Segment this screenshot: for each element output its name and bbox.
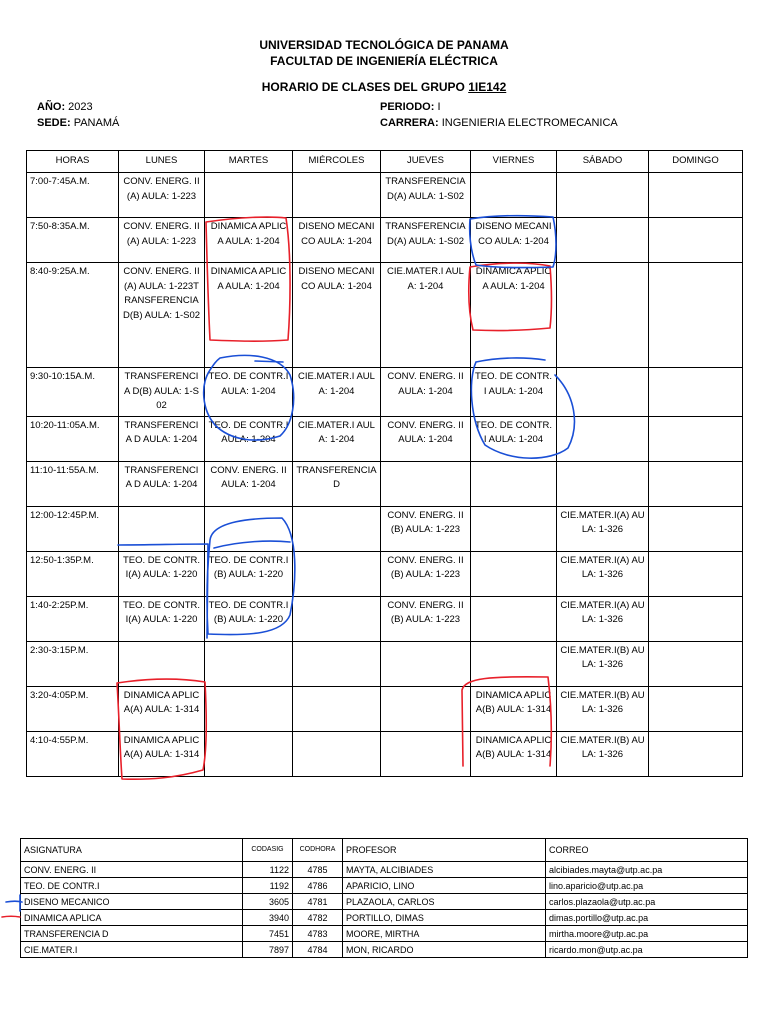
class-cell: TEO. DE CONTR.I(A) AULA: 1-220 xyxy=(119,596,205,641)
class-cell: CONV. ENERG. II(A) AULA: 1-223 xyxy=(119,218,205,263)
class-cell xyxy=(649,596,743,641)
schedule-header-row xyxy=(27,151,743,173)
subject-professor: PORTILLO, DIMAS xyxy=(343,910,546,926)
class-cell: DISENO MECANICO AULA: 1-204 xyxy=(471,218,557,263)
class-cell xyxy=(649,263,743,368)
schedule-row xyxy=(27,641,743,686)
subject-email: dimas.portillo@utp.ac.pa xyxy=(546,910,748,926)
career-value: INGENIERIA ELECTROMECANICA xyxy=(441,117,618,129)
subject-codhora: 4786 xyxy=(293,878,343,894)
subject-row xyxy=(21,910,748,926)
class-cell: TEO. DE CONTR.I AULA: 1-204 xyxy=(205,368,293,417)
subject-codasig: 3605 xyxy=(243,894,293,910)
subject-professor: MAYTA, ALCIBIADES xyxy=(343,862,546,878)
class-cell xyxy=(649,368,743,417)
time-slot: 8:40-9:25A.M. xyxy=(27,263,119,368)
class-cell xyxy=(649,461,743,506)
class-cell xyxy=(557,218,649,263)
class-cell xyxy=(293,731,381,776)
class-cell: CIE.MATER.I(A) AULA: 1-326 xyxy=(557,551,649,596)
site-label: SEDE: xyxy=(37,117,71,129)
schedule-row xyxy=(27,368,743,417)
class-cell: TRANSFERENCIA D AULA: 1-204 xyxy=(119,416,205,461)
subject-row xyxy=(21,926,748,942)
period-label: PERIODO: xyxy=(380,101,435,113)
year-field xyxy=(37,101,93,113)
subject-row xyxy=(21,862,748,878)
class-cell xyxy=(293,173,381,218)
class-cell xyxy=(471,596,557,641)
schedule-row xyxy=(27,173,743,218)
class-cell: DINAMICA APLICA(B) AULA: 1-314 xyxy=(471,731,557,776)
class-cell xyxy=(293,551,381,596)
subject-email: mirtha.moore@utp.ac.pa xyxy=(546,926,748,942)
class-cell: CIE.MATER.I(B) AULA: 1-326 xyxy=(557,641,649,686)
subject-codhora: 4781 xyxy=(293,894,343,910)
class-cell xyxy=(649,506,743,551)
class-cell: CIE.MATER.I AULA: 1-204 xyxy=(381,263,471,368)
class-cell: CONV. ENERG. II(B) AULA: 1-223 xyxy=(381,506,471,551)
schedule-row xyxy=(27,686,743,731)
schedule-row xyxy=(27,551,743,596)
schedule-row xyxy=(27,461,743,506)
class-cell xyxy=(471,461,557,506)
class-cell xyxy=(119,506,205,551)
header-subject: ASIGNATURA xyxy=(21,839,243,862)
subject-codasig: 1122 xyxy=(243,862,293,878)
class-cell xyxy=(557,263,649,368)
period-field xyxy=(380,101,441,113)
class-cell: TRANSFERENCIA D(B) AULA: 1-S02 xyxy=(119,368,205,417)
class-cell: DISENO MECANICO AULA: 1-204 xyxy=(293,218,381,263)
time-slot: 7:50-8:35A.M. xyxy=(27,218,119,263)
subject-name: CIE.MATER.I xyxy=(21,942,243,958)
class-cell xyxy=(649,731,743,776)
time-slot: 11:10-11:55A.M. xyxy=(27,461,119,506)
class-cell: TEO. DE CONTR.I(B) AULA: 1-220 xyxy=(205,596,293,641)
class-cell xyxy=(471,551,557,596)
subject-professor: PLAZAOLA, CARLOS xyxy=(343,894,546,910)
year-label: AÑO: xyxy=(37,101,66,113)
subject-professor: APARICIO, LINO xyxy=(343,878,546,894)
class-cell: CIE.MATER.I(B) AULA: 1-326 xyxy=(557,686,649,731)
class-cell xyxy=(471,173,557,218)
class-cell: TRANSFERENCIA D(A) AULA: 1-S02 xyxy=(381,218,471,263)
subject-codasig: 7451 xyxy=(243,926,293,942)
class-cell: CONV. ENERG. II(A) AULA: 1-223 xyxy=(119,173,205,218)
class-cell xyxy=(293,506,381,551)
time-slot: 12:50-1:35P.M. xyxy=(27,551,119,596)
career-field xyxy=(380,117,618,129)
class-cell xyxy=(381,731,471,776)
group-code: 1IE142 xyxy=(468,80,507,94)
faculty-name: FACULTAD DE INGENIERÍA ELÉCTRICA xyxy=(270,54,498,68)
schedule-title xyxy=(0,80,768,94)
header-monday: LUNES xyxy=(119,151,205,173)
header-sunday: DOMINGO xyxy=(649,151,743,173)
class-cell: CONV. ENERG. II AULA: 1-204 xyxy=(381,416,471,461)
class-cell xyxy=(557,368,649,417)
class-cell: DINAMICA APLICA(B) AULA: 1-314 xyxy=(471,686,557,731)
subject-professor: MON, RICARDO xyxy=(343,942,546,958)
university-name: UNIVERSIDAD TECNOLÓGICA DE PANAMA xyxy=(259,38,509,52)
class-cell: CONV. ENERG. II(A) AULA: 1-223TRANSFERENCIA D(B) AULA: 1-S02 xyxy=(119,263,205,368)
class-cell: CONV. ENERG. II(B) AULA: 1-223 xyxy=(381,596,471,641)
class-cell xyxy=(649,686,743,731)
class-cell xyxy=(381,686,471,731)
subject-codhora: 4784 xyxy=(293,942,343,958)
class-cell xyxy=(381,461,471,506)
class-cell: CIE.MATER.I(A) AULA: 1-326 xyxy=(557,596,649,641)
subject-name: TEO. DE CONTR.I xyxy=(21,878,243,894)
class-cell: TEO. DE CONTR.I(B) AULA: 1-220 xyxy=(205,551,293,596)
header-professor: PROFESOR xyxy=(343,839,546,862)
subject-codasig: 1192 xyxy=(243,878,293,894)
time-slot: 7:00-7:45A.M. xyxy=(27,173,119,218)
class-cell: DINAMICA APLICA AULA: 1-204 xyxy=(205,218,293,263)
subject-name: CONV. ENERG. II xyxy=(21,862,243,878)
class-cell xyxy=(471,641,557,686)
schedule-row xyxy=(27,596,743,641)
site-field xyxy=(37,117,119,129)
class-cell xyxy=(557,416,649,461)
time-slot: 12:00-12:45P.M. xyxy=(27,506,119,551)
class-cell: TEO. DE CONTR.I AULA: 1-204 xyxy=(471,416,557,461)
time-slot: 10:20-11:05A.M. xyxy=(27,416,119,461)
site-value: PANAMÁ xyxy=(73,117,120,129)
class-cell xyxy=(381,641,471,686)
class-cell: TRANSFERENCIA D xyxy=(293,461,381,506)
subject-codhora: 4785 xyxy=(293,862,343,878)
header-tuesday: MARTES xyxy=(205,151,293,173)
class-cell: DISENO MECANICO AULA: 1-204 xyxy=(293,263,381,368)
header-thursday: JUEVES xyxy=(381,151,471,173)
class-cell: DINAMICA APLICA AULA: 1-204 xyxy=(205,263,293,368)
class-cell xyxy=(557,173,649,218)
class-cell: CONV. ENERG. II AULA: 1-204 xyxy=(381,368,471,417)
class-cell xyxy=(557,461,649,506)
subject-name: DINAMICA APLICA xyxy=(21,910,243,926)
class-cell: TRANSFERENCIA D AULA: 1-204 xyxy=(119,461,205,506)
schedule-row xyxy=(27,416,743,461)
time-slot: 9:30-10:15A.M. xyxy=(27,368,119,417)
subject-email: lino.aparicio@utp.ac.pa xyxy=(546,878,748,894)
class-cell: CIE.MATER.I AULA: 1-204 xyxy=(293,368,381,417)
subject-codasig: 3940 xyxy=(243,910,293,926)
header-email: CORREO xyxy=(546,839,748,862)
class-cell xyxy=(649,551,743,596)
subject-email: ricardo.mon@utp.ac.pa xyxy=(546,942,748,958)
class-cell: DINAMICA APLICA(A) AULA: 1-314 xyxy=(119,731,205,776)
class-cell: DINAMICA APLICA AULA: 1-204 xyxy=(471,263,557,368)
subject-email: carlos.plazaola@utp.ac.pa xyxy=(546,894,748,910)
header-hours: HORAS xyxy=(27,151,119,173)
subjects-table xyxy=(20,838,748,958)
time-slot: 1:40-2:25P.M. xyxy=(27,596,119,641)
subject-row xyxy=(21,942,748,958)
subject-codhora: 4783 xyxy=(293,926,343,942)
schedule-table xyxy=(26,150,743,777)
class-cell: TEO. DE CONTR.I AULA: 1-204 xyxy=(471,368,557,417)
class-cell: CONV. ENERG. II AULA: 1-204 xyxy=(205,461,293,506)
schedule-row xyxy=(27,731,743,776)
period-value: I xyxy=(437,101,441,113)
subject-codasig: 7897 xyxy=(243,942,293,958)
class-cell: CONV. ENERG. II(B) AULA: 1-223 xyxy=(381,551,471,596)
class-cell xyxy=(205,641,293,686)
class-cell: CIE.MATER.I(A) AULA: 1-326 xyxy=(557,506,649,551)
schedule-row xyxy=(27,218,743,263)
class-cell: DINAMICA APLICA(A) AULA: 1-314 xyxy=(119,686,205,731)
class-cell xyxy=(119,641,205,686)
class-cell: CIE.MATER.I AULA: 1-204 xyxy=(293,416,381,461)
class-cell xyxy=(293,686,381,731)
class-cell: CIE.MATER.I(B) AULA: 1-326 xyxy=(557,731,649,776)
time-slot: 4:10-4:55P.M. xyxy=(27,731,119,776)
header-saturday: SÁBADO xyxy=(557,151,649,173)
header-codasig: CODASIG xyxy=(243,839,293,862)
header-wednesday: MIÉRCOLES xyxy=(293,151,381,173)
subject-name: DISENO MECANICO xyxy=(21,894,243,910)
class-cell: TEO. DE CONTR.I(A) AULA: 1-220 xyxy=(119,551,205,596)
class-cell: TEO. DE CONTR.I AULA: 1-204 xyxy=(205,416,293,461)
class-cell xyxy=(471,506,557,551)
class-cell: TRANSFERENCIA D(A) AULA: 1-S02 xyxy=(381,173,471,218)
red-mark-subject xyxy=(2,916,20,917)
subject-row xyxy=(21,878,748,894)
class-cell xyxy=(205,731,293,776)
class-cell xyxy=(649,218,743,263)
class-cell xyxy=(649,173,743,218)
header-codhora: CODHORA xyxy=(293,839,343,862)
subject-professor: MOORE, MIRTHA xyxy=(343,926,546,942)
year-value: 2023 xyxy=(68,101,93,113)
time-slot: 3:20-4:05P.M. xyxy=(27,686,119,731)
class-cell xyxy=(293,641,381,686)
class-cell xyxy=(205,173,293,218)
header-friday: VIERNES xyxy=(471,151,557,173)
subject-name: TRANSFERENCIA D xyxy=(21,926,243,942)
schedule-row xyxy=(27,263,743,368)
title-prefix: HORARIO DE CLASES DEL GRUPO xyxy=(261,80,469,94)
career-label: CARRERA: xyxy=(380,117,439,129)
class-cell xyxy=(649,641,743,686)
time-slot: 2:30-3:15P.M. xyxy=(27,641,119,686)
class-cell xyxy=(205,506,293,551)
subject-email: alcibiades.mayta@utp.ac.pa xyxy=(546,862,748,878)
schedule-row xyxy=(27,506,743,551)
subject-row xyxy=(21,894,748,910)
class-cell xyxy=(649,416,743,461)
class-cell xyxy=(293,596,381,641)
subjects-header-row xyxy=(21,839,748,862)
class-cell xyxy=(205,686,293,731)
subject-codhora: 4782 xyxy=(293,910,343,926)
